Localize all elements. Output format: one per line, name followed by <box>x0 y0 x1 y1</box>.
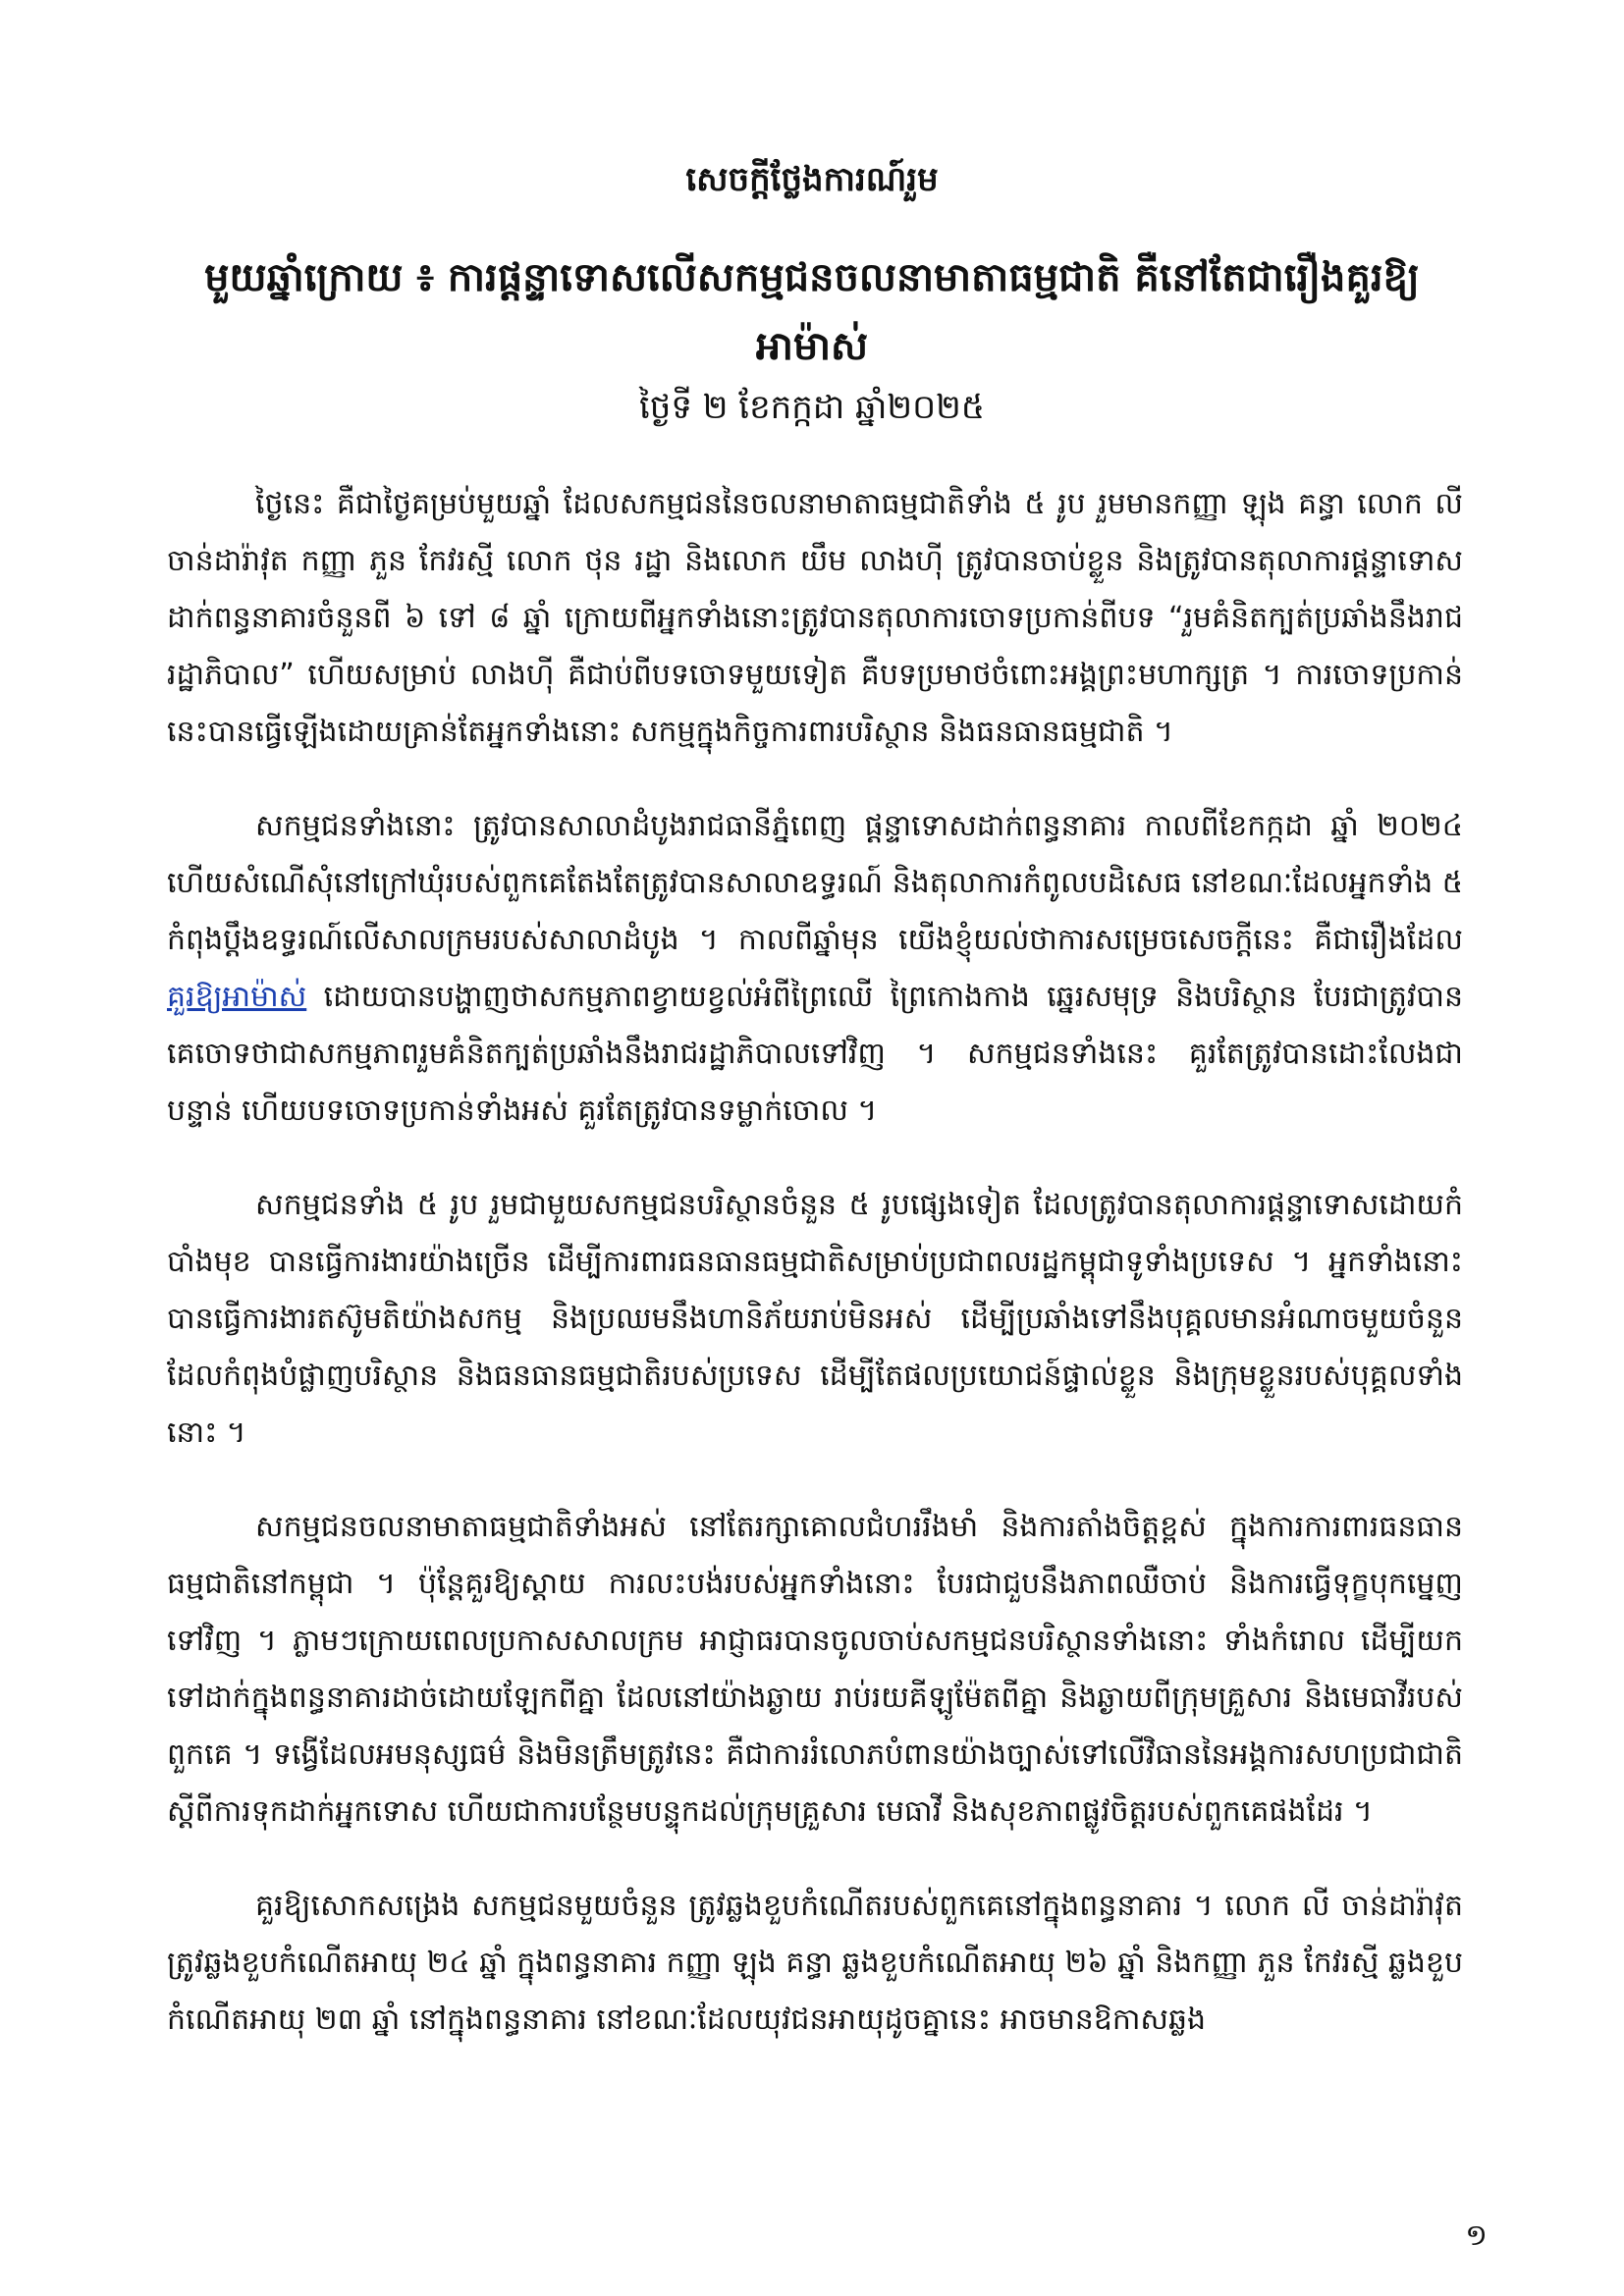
document-title: មួយឆ្នាំក្រោយ ៖ ការផ្តន្ទាទោសលើសកម្មជនចលនាមាតាធម្មជាតិ គឺនៅតែជារឿងគួរឱ្យអាម៉ាស់ <box>204 255 1420 369</box>
paragraph-1: ថ្ងៃនេះ គឺជាថ្ងៃគម្រប់មួយឆ្នាំ ដែលសកម្មជននៃចលនាមាតាធម្មជាតិទាំង ៥ រូប រួមមានកញ្ញា ឡុង គន្ធា លោក លី ចាន់ដារ៉ាវុត កញ្ញា ភួន កែវរស្មី លោក ថុន រដ្ឋា និងលោក យឹម លាងហ៊ី ត្រូវបានចាប់ខ្លួន និងត្រូវបានតុលាការផ្ដន្ទាទោស ដាក់ពន្ធនាគារចំនួនពី ៦ ទៅ ៨ ឆ្នាំ ក្រោយពីអ្នកទាំងនោះត្រូវបានតុលាការចោទប្រកាន់ពីបទ “រួមគំនិតក្បត់ប្រឆាំងនឹងរាជរដ្ឋាភិបាល” ហើយសម្រាប់ លាងហ៊ី គឺជាប់ពីបទចោទមួយទៀត គឺបទប្រមាថចំពោះអង្គព្រះមហាក្សត្រ ។ ការចោទប្រកាន់នេះបានធ្វើឡើងដោយគ្រាន់តែអ្នកទាំងនោះ សកម្មក្នុងកិច្ចការពារបរិស្ថាន និងធនធានធម្មជាតិ ។ <box>167 487 1463 749</box>
paragraph-4: សកម្មជនចលនាមាតាធម្មជាតិទាំងអស់ នៅតែរក្សាគោលជំហររឹងមាំ និងការតាំងចិត្តខ្ពស់ ក្នុងការការពារធនធានធម្មជាតិនៅកម្ពុជា ។ ប៉ុន្តែគួរឱ្យស្ដាយ ការលះបង់របស់អ្នកទាំងនោះ បែរជាជួបនឹងភាពឈឺចាប់ និងការធ្វើទុក្ខបុកម្នេញទៅវិញ ។ ភ្លាមៗក្រោយពេលប្រកាសសាលក្រម អាជ្ញាធរបានចូលចាប់សកម្មជនបរិស្ថានទាំងនោះ ទាំងកំរោល ដើម្បីយកទៅដាក់ក្នុងពន្ធនាគារដាច់ដោយឡែកពីគ្នា ដែលនៅយ៉ាងឆ្ងាយ រាប់រយគីឡូម៉ែតពីគ្នា និងឆ្ងាយពីក្រុមគ្រួសារ និងមេធាវីរបស់ពួកគេ ។ ទង្វើដែលអមនុស្សធម៌ និងមិនត្រឹមត្រូវនេះ គឺជាការរំលោភបំពានយ៉ាងច្បាស់ទៅលើវិធាននៃអង្គការសហប្រជាជាតិស្ដីពីការទុកដាក់អ្នកទោស ហើយជាការបន្ថែមបន្ទុកដល់ក្រុមគ្រួសារ មេធាវី និងសុខភាពផ្លូវចិត្តរបស់ពួកគេផងដែរ ។ <box>167 1510 1463 1829</box>
shameful-link[interactable]: គួរឱ្យអាម៉ាស់ <box>167 980 307 1014</box>
paragraph-2 <box>167 798 1463 1140</box>
document-date: ថ្ងៃទី ២ ខែកក្កដា ឆ្នាំ២០២៥ <box>638 388 985 427</box>
paragraph-5: គួរឱ្យសោកសង្រេង សកម្មជនមួយចំនួន ត្រូវឆ្លងខួបកំណើតរបស់ពួកគេនៅក្នុងពន្ធនាគារ ។ លោក លី ចាន់ដារ៉ាវុត ត្រូវឆ្លងខួបកំណើតអាយុ ២៤ ឆ្នាំ ក្នុងពន្ធនាគារ កញ្ញា ឡុង គន្ធា ឆ្លងខួបកំណើតអាយុ ២៦ ឆ្នាំ និងកញ្ញា ភួន កែវរស្មី ឆ្លងខួបកំណើតអាយុ ២៣ ឆ្នាំ នៅក្នុងពន្ធនាគារ នៅខណៈដែលយុវជនអាយុដូចគ្នានេះ អាចមានឱកាសឆ្លង <box>167 1889 1463 2037</box>
document-body <box>167 476 1463 2086</box>
document-label: សេចក្ដីថ្លែងការណ៍រួម <box>685 160 939 199</box>
paragraph-2-text-end: ដោយបានបង្ហាញថាសកម្មភាពខ្វាយខ្វល់អំពីព្រៃឈើ ព្រៃកោងកាង ឆ្នេរសមុទ្រ និងបរិស្ថាន បែរជាត្រូវបានគេចោទថាជាសកម្មភាពរួមគំនិតក្បត់ប្រឆាំងនឹងរាជរដ្ឋាភិបាលទៅវិញ ។ សកម្មជនទាំងនេះ គួរតែត្រូវបានដោះលែងជាបន្ទាន់ ហើយបទចោទប្រកាន់ទាំងអស់ គួរតែត្រូវបានទម្លាក់ចោល ។ <box>167 980 1463 1128</box>
paragraph-3: សកម្មជនទាំង ៥ រូប រួមជាមួយសកម្មជនបរិស្ថានចំនួន ៥ រូបផ្សេងទៀត ដែលត្រូវបានតុលាការផ្ដន្ទាទោសដោយកំបាំងមុខ បានធ្វើការងារយ៉ាងច្រើន ដើម្បីការពារធនធានធម្មជាតិសម្រាប់ប្រជាពលរដ្ឋកម្ពុជាទូទាំងប្រទេស ។ អ្នកទាំងនោះបានធ្វើការងារតស៊ូមតិយ៉ាងសកម្ម និងប្រឈមនឹងហានិភ័យរាប់មិនអស់ ដើម្បីប្រឆាំងទៅនឹងបុគ្គលមានអំណាចមួយចំនួន ដែលកំពុងបំផ្លាញបរិស្ថាន និងធនធានធម្មជាតិរបស់ប្រទេស ដើម្បីតែផលប្រយោជន៍ផ្ទាល់ខ្លួន និងក្រុមខ្លួនរបស់បុគ្គលទាំងនោះ ។ <box>167 1188 1463 1450</box>
page-number: ១ <box>1465 2218 1488 2253</box>
paragraph-2-text-start: សកម្មជនទាំងនោះ ត្រូវបានសាលាដំបូងរាជធានីភ្នំពេញ ផ្ដន្ទាទោសដាក់ពន្ធនាគារ កាលពីខែកក្កដា ឆ្នាំ ២០២៤ ហើយសំណើសុំនៅក្រៅឃុំរបស់ពួកគេតែងតែត្រូវបានសាលាឧទ្ធរណ៍ និងតុលាការកំពូលបដិសេធ នៅខណៈដែលអ្នកទាំង ៥ កំពុងប្ដឹងឧទ្ធរណ៍លើសាលក្រមរបស់សាលាដំបូង ។ កាលពីឆ្នាំមុន យើងខ្ញុំយល់ថាការសម្រេចសេចក្ដីនេះ គឺជារឿងដែល <box>167 809 1463 957</box>
